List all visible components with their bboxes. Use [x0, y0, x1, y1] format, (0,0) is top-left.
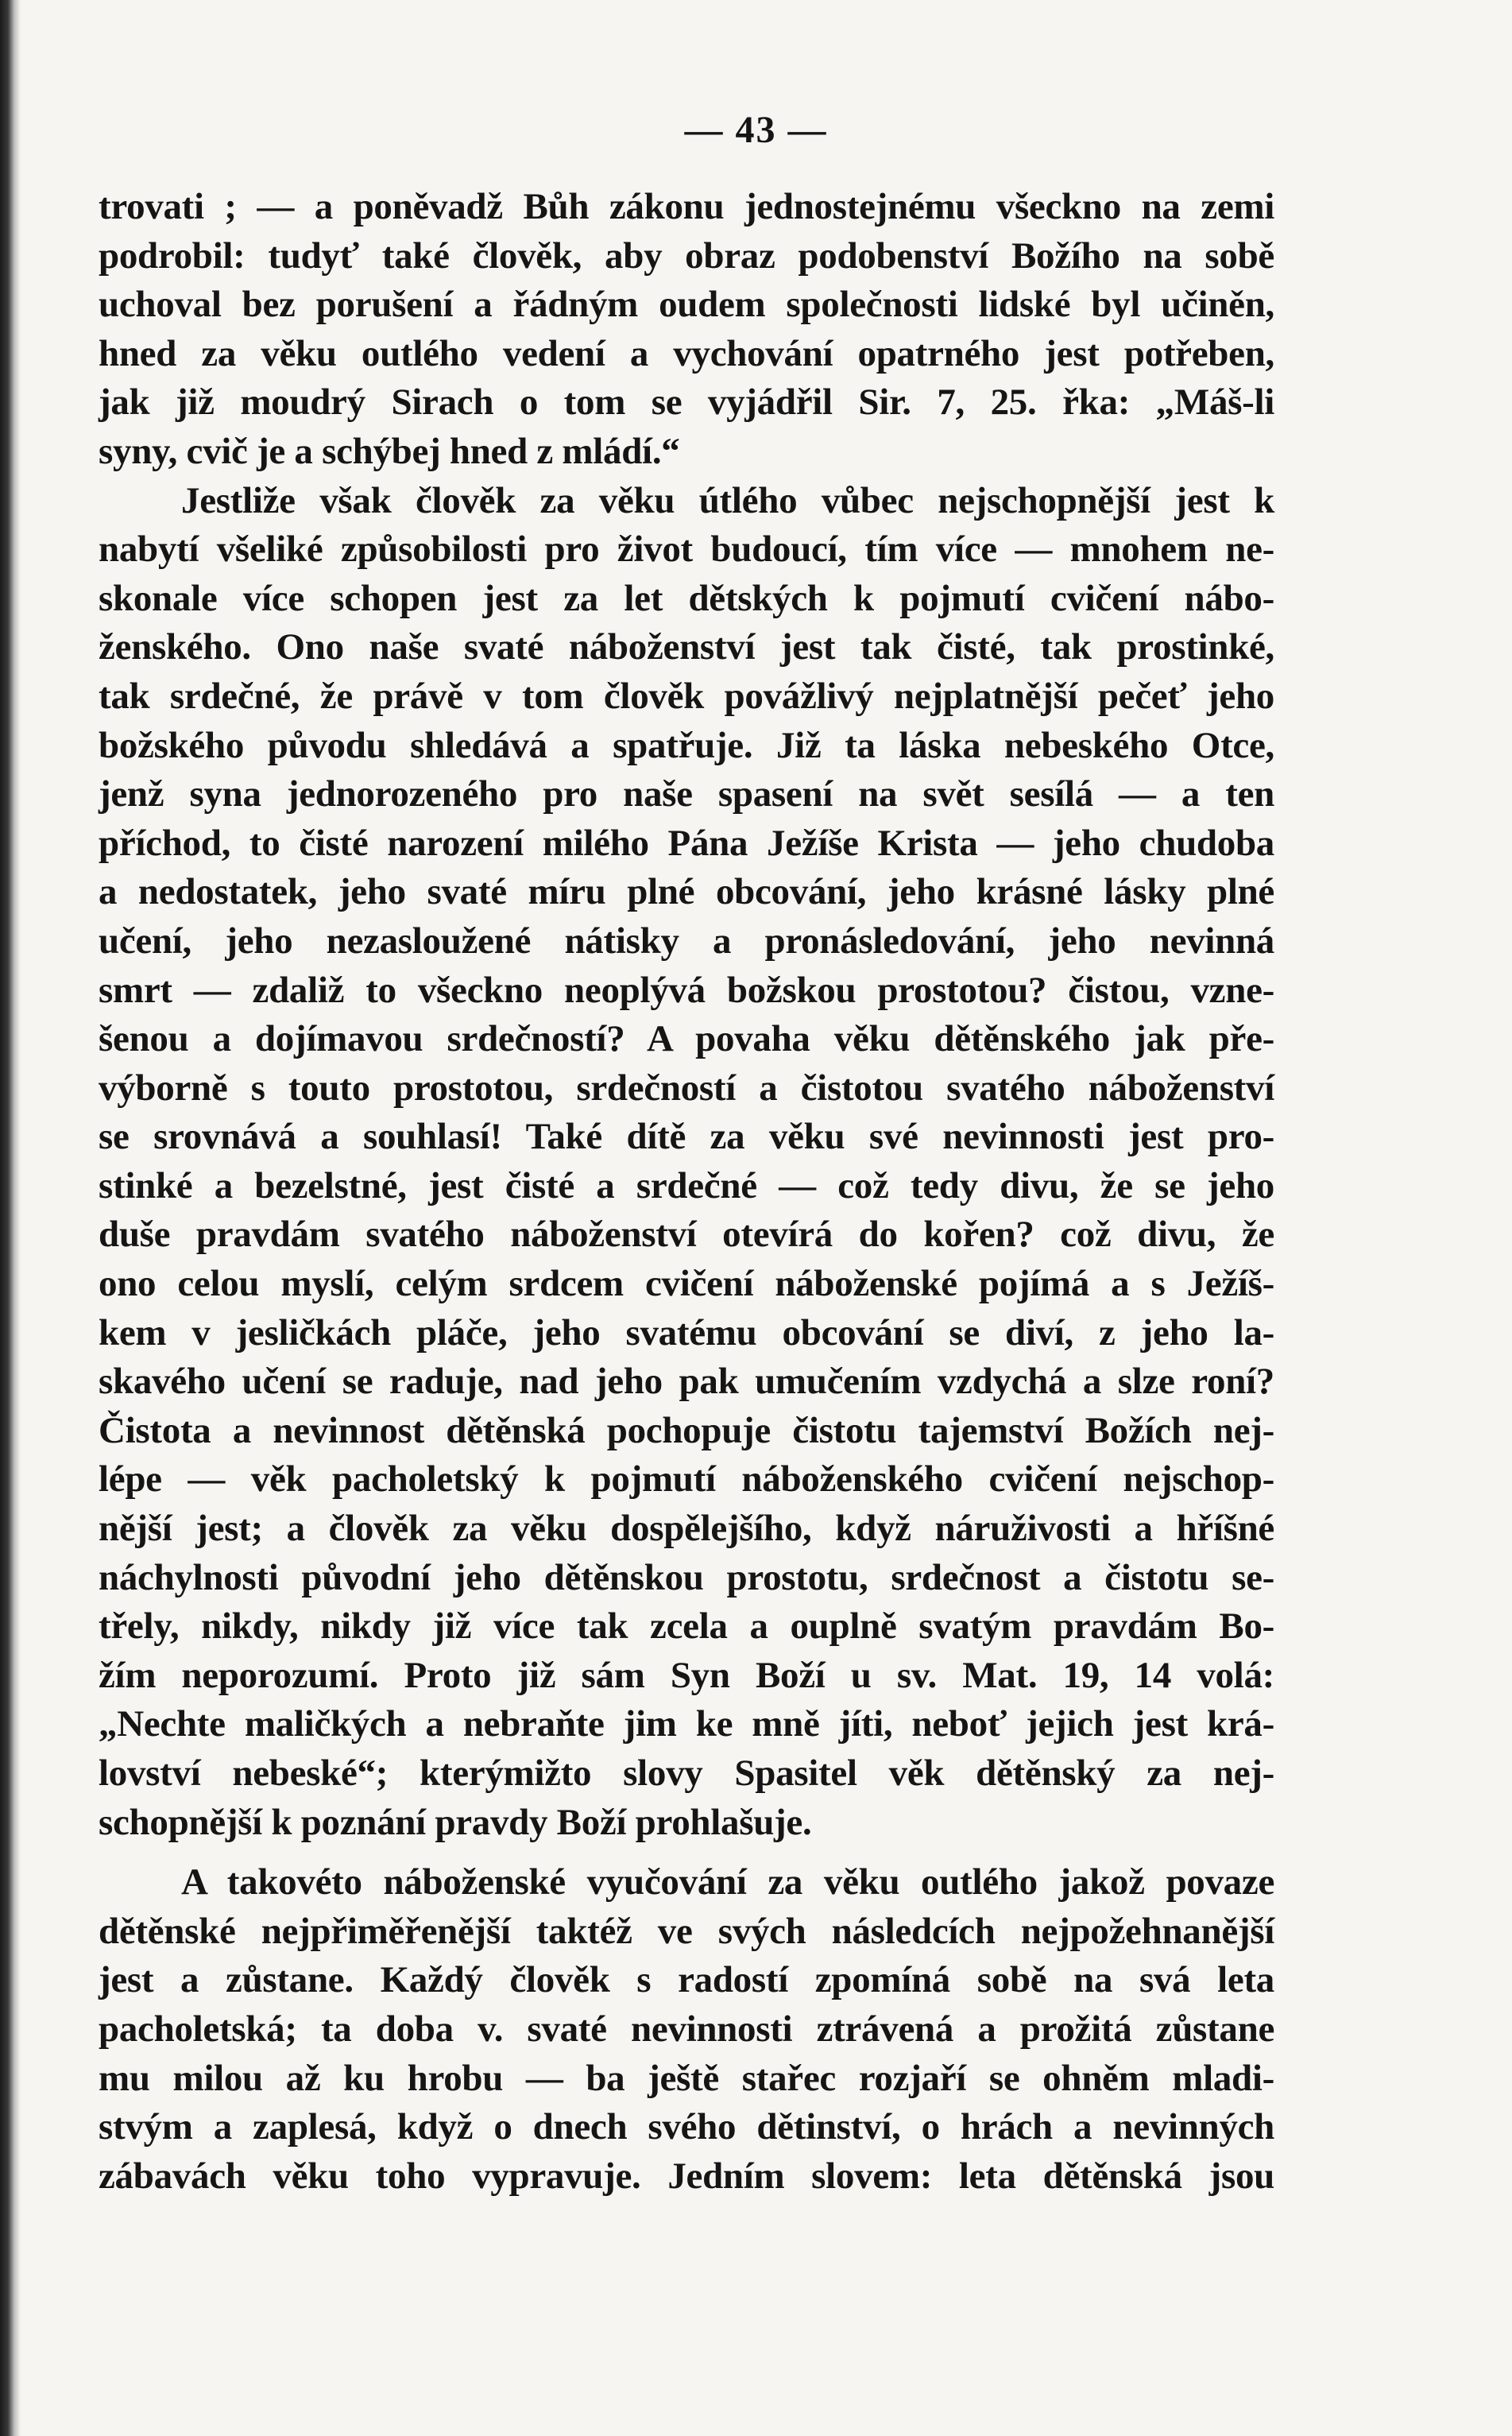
text-line: a nedostatek, jeho svaté míru plné obcování, jeho krásné lásky plné — [99, 871, 1274, 913]
text-line: příchod, to čisté narození milého Pána Ježíše Krista — jeho chudoba — [99, 822, 1274, 864]
body-text — [99, 183, 1274, 2201]
text-line: duše pravdám svatého náboženství otevírá do kořen? což divu, že — [99, 1214, 1274, 1256]
text-line: Jestliže však člověk za věku útlého vůbec nejschopnější jest k — [181, 479, 1274, 521]
text-line: „Nechte maličkých a nebraňte jim ke mně jíti, neboť jejich jest krá- — [99, 1703, 1274, 1745]
text-line: trovati ; — a poněvadž Bůh zákonu jednostejnému všeckno na zemi — [99, 186, 1274, 227]
text-line: hned za věku outlého vedení a vychování opatrného jest potřeben, — [99, 332, 1274, 374]
text-line: skavého učení se raduje, nad jeho pak umučením vzdychá a slze roní? — [99, 1361, 1274, 1403]
text-line: lépe — věk pacholetský k pojmutí náboženského cvičení nejschop- — [99, 1458, 1274, 1501]
text-line: smrt — zdaliž to všeckno neoplývá božskou prostotou? čistou, vzne- — [99, 969, 1274, 1011]
text-line: dětěnské nejpřiměřenější taktéž ve svých následcích nejpožehnanější — [99, 1910, 1274, 1952]
text-line: zábavách věku toho vypravuje. Jedním slovem: leta dětěnská jsou — [99, 2155, 1274, 2197]
text-line: uchoval bez porušení a řádným oudem společnosti lidské byl učiněn, — [99, 284, 1274, 326]
text-line: jest a zůstane. Každý člověk s radostí zpomíná sobě na svá leta — [99, 1959, 1274, 2001]
paragraph-3 — [99, 1858, 1274, 2201]
text-line: Čistota a nevinnost dětěnská pochopuje čistotu tajemství Božích nej- — [99, 1409, 1274, 1451]
text-line: skonale více schopen jest za let dětských k pojmutí cvičení nábo- — [99, 577, 1274, 619]
text-line: třely, nikdy, nikdy již více tak zcela a ouplně svatým pravdám Bo- — [99, 1605, 1274, 1648]
text-line: mu milou až ku hrobu — ba ještě stařec rozjaří se ohněm mladi- — [99, 2057, 1274, 2099]
text-line: ženského. Ono naše svaté náboženství jest tak čisté, tak prostinké, — [99, 626, 1274, 668]
text-line: božského původu shledává a spatřuje. Již ta láska nebeského Otce, — [99, 724, 1274, 766]
text-line: žím neporozumí. Proto již sám Syn Boží u sv. Mat. 19, 14 volá: — [99, 1654, 1274, 1696]
text-line: stvým a zaplesá, když o dnech svého dětinství, o hrách a nevinných — [99, 2106, 1274, 2148]
text-line: učení, jeho nezasloužené nátisky a pronásledování, jeho nevinná — [99, 920, 1274, 962]
text-line: se srovnává a souhlasí! Také dítě za věku své nevinnosti jest pro- — [99, 1116, 1274, 1158]
text-line: lovství nebeské“; kterýmižto slovy Spasitel věk dětěnský za nej- — [99, 1752, 1274, 1794]
page-binding-edge — [0, 0, 21, 2436]
text-line: výborně s touto prostotou, srdečností a čistotou svatého náboženství — [99, 1067, 1274, 1109]
paragraph-2 — [99, 477, 1274, 1848]
text-line: nější jest; a člověk za věku dospělejšího, když náruživosti a hříšné — [99, 1508, 1274, 1550]
text-line: syny, cvič je a schýbej hned z mládí.“ — [99, 430, 680, 472]
text-line: šenou a dojímavou srdečností? A povaha věku dětěnského jak pře- — [99, 1018, 1274, 1060]
text-line: tak srdečné, že právě v tom člověk povážlivý nejplatnější pečeť jeho — [99, 675, 1274, 717]
text-line: nabytí všeliké způsobilosti pro život budoucí, tím více — mnohem ne- — [99, 529, 1274, 571]
paragraph-1 — [99, 183, 1274, 477]
text-line: schopnější k poznání pravdy Boží prohlašuje. — [99, 1801, 812, 1843]
text-line: podrobil: tudyť také člověk, aby obraz podobenství Božího na sobě — [99, 234, 1274, 277]
text-line: A takovéto náboženské vyučování za věku outlého jakož povaze — [181, 1861, 1274, 1903]
text-line: jak již moudrý Sirach o tom se vyjádřil Sir. 7, 25. řka: „Máš-li — [99, 381, 1274, 424]
text-line: kem v jesličkách pláče, jeho svatému obcování se diví, z jeho la- — [99, 1311, 1274, 1354]
text-line: stinké a bezelstné, jest čisté a srdečné — což tedy divu, že se jeho — [99, 1164, 1274, 1206]
text-line: ono celou myslí, celým srdcem cvičení náboženské pojímá a s Ježíš- — [99, 1263, 1274, 1305]
paragraph-gap — [99, 1847, 1274, 1858]
text-line: náchylnosti původní jeho dětěnskou prostotu, srdečnost a čistotu se- — [99, 1556, 1274, 1598]
text-line: jenž syna jednorozeného pro naše spasení na svět sesílá — a ten — [99, 773, 1274, 815]
page-number: — 43 — — [684, 109, 828, 151]
text-line: pacholetská; ta doba v. svaté nevinnosti ztrávená a prožitá zůstane — [99, 2008, 1274, 2050]
